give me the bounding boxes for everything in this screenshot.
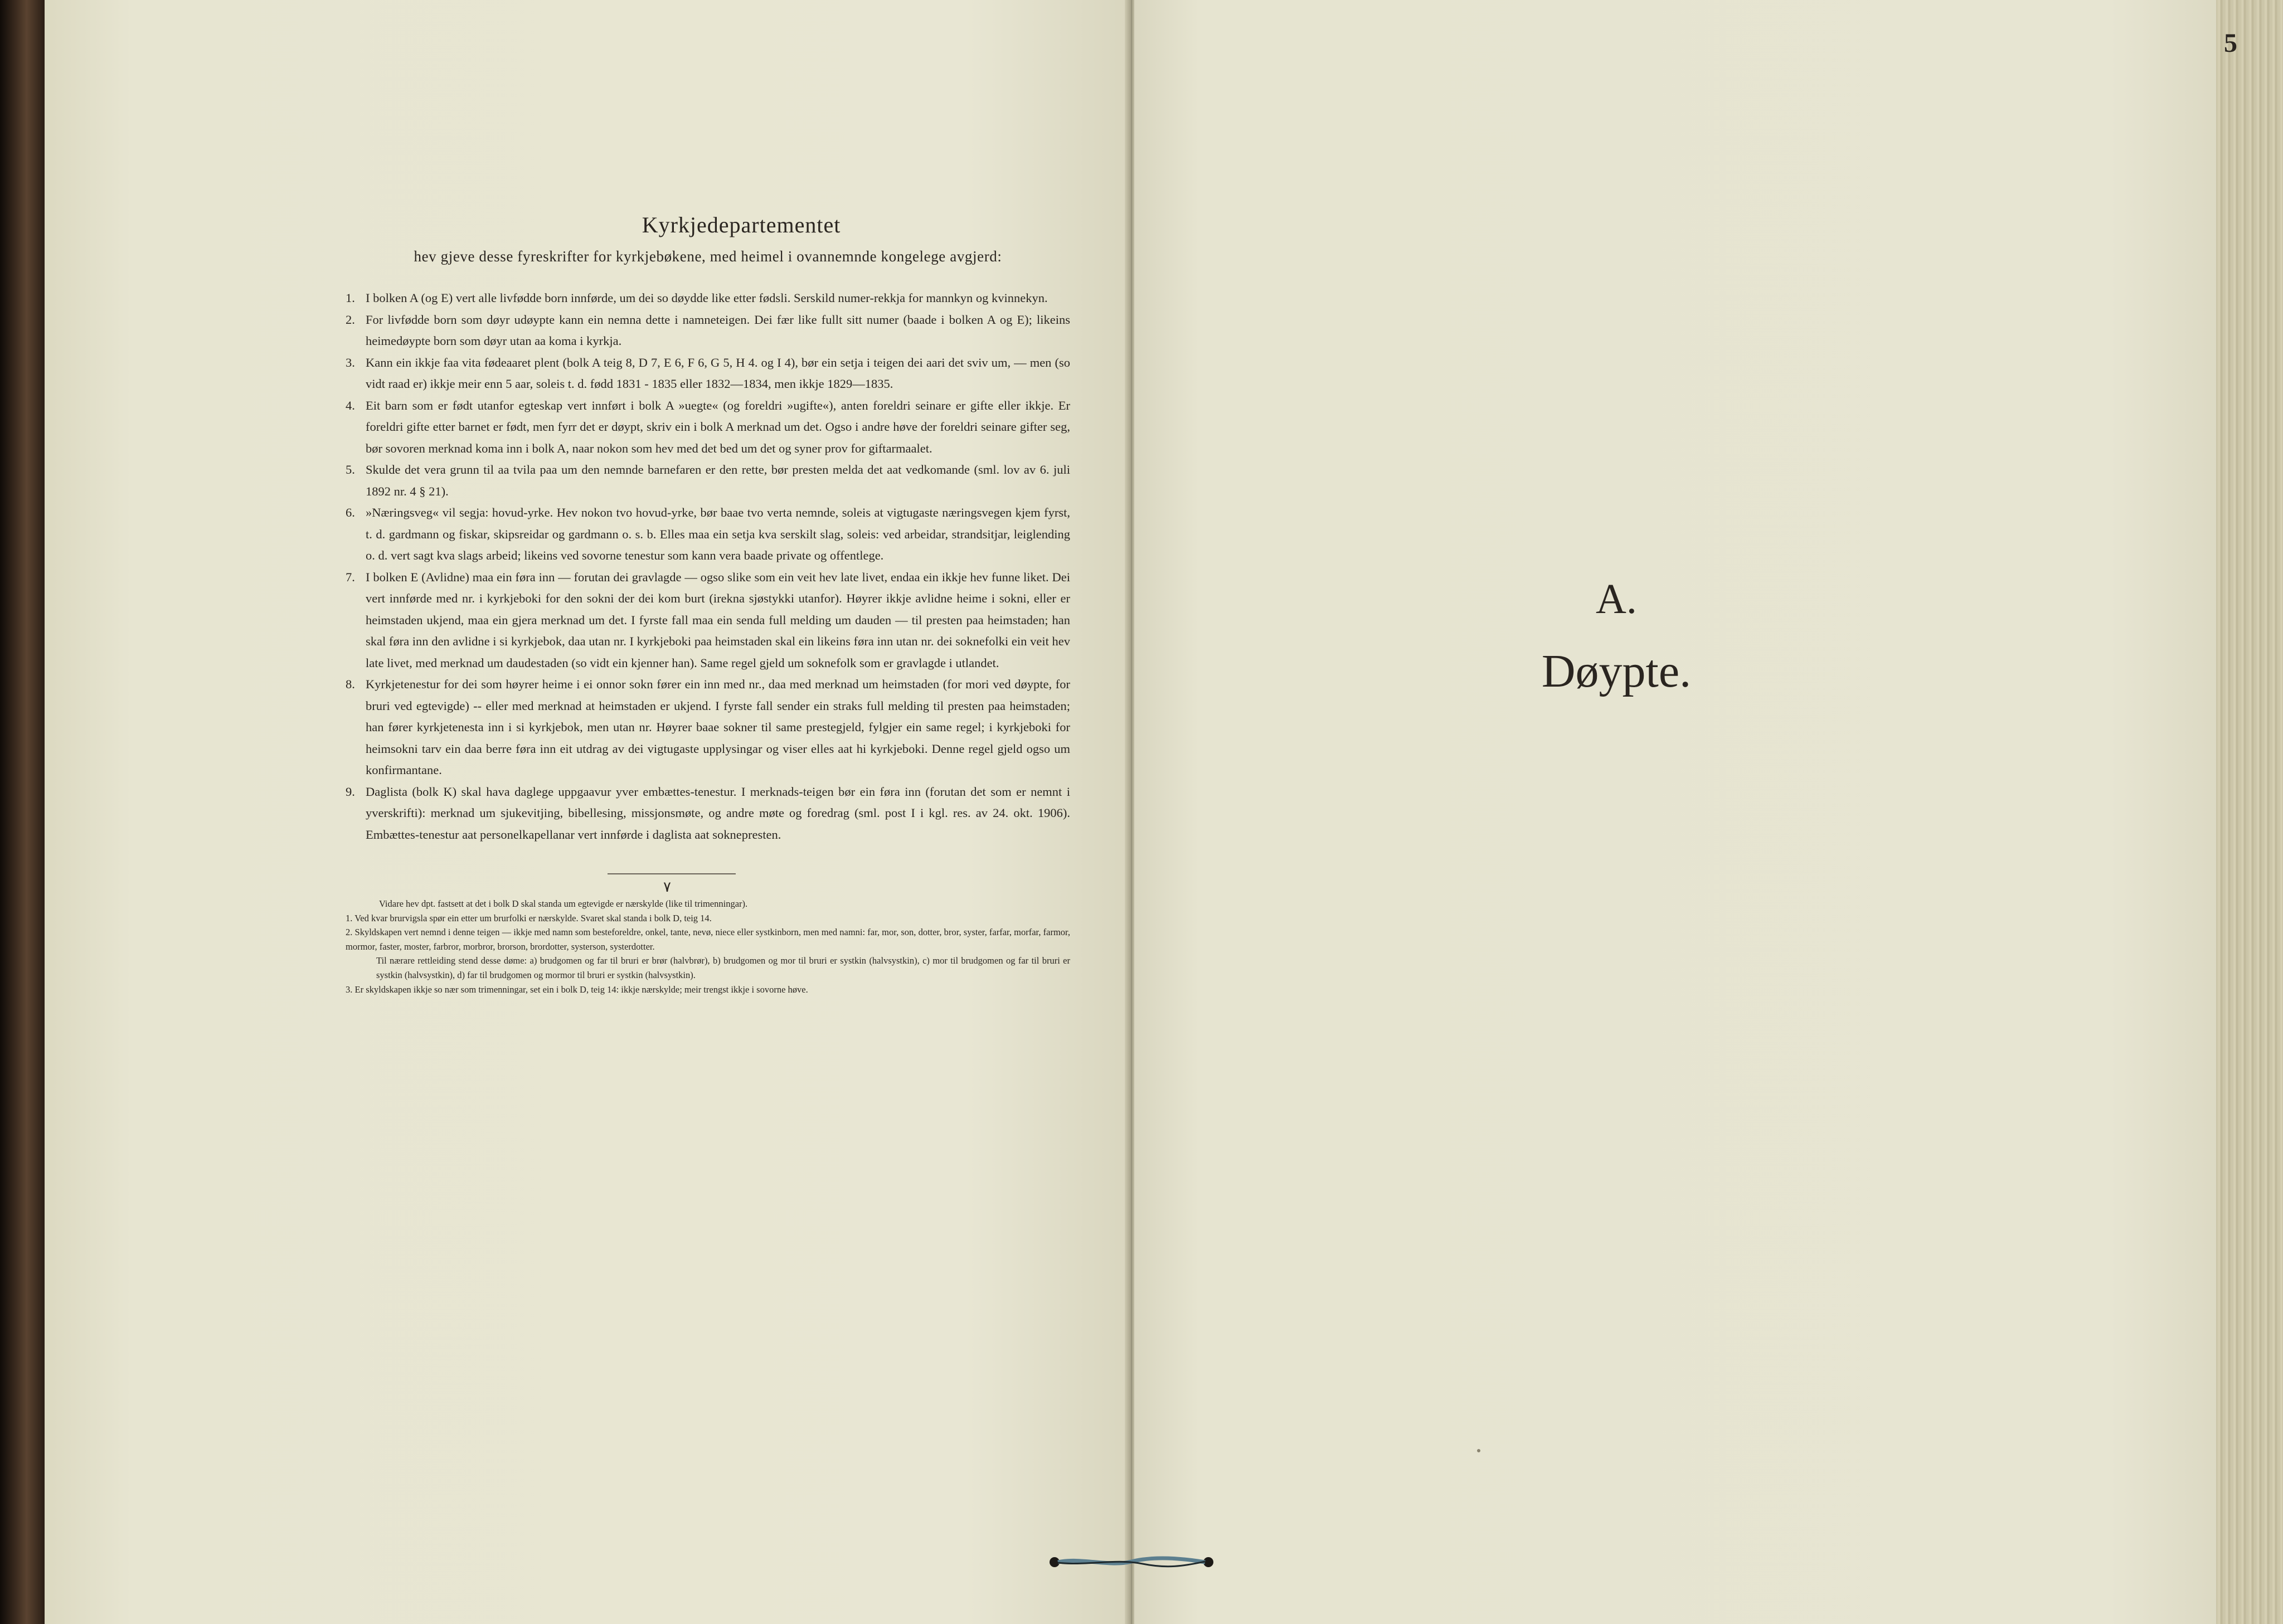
page-subheading: hev gjeve desse fyreskrifter for kyrkjebøkene, med heimel i ovannemnde kongelege avgjerd: [414, 248, 1002, 265]
rule-item [346, 288, 1070, 309]
rule-text: Skulde det vera grunn til aa tvila paa um den nemnde barnefaren er den rette, bør presten melda det aat vedkomande (sml. lov av 6. juli 1892 nr. 4 § 21). [366, 463, 1070, 498]
rule-text: »Næringsveg« vil segja: hovud-yrke. Hev nokon tvo hovud-yrke, bør baae tvo verta nemnde, soleis at vigtugaste næringsvegen kjem fyrst, t. d. gardmann og fiskar, skipsreidar og gardmann o. s. b. Elles maa ein setja kva serskilt slag, soleis: ved arbeidar, strandsitjar, leiglending o. d. vert sagt kva slags arbeid; likeins ved sovorne tenestur som kann vera baade private og offentlege. [366, 505, 1070, 562]
page-heading: Kyrkjedepartementet [642, 212, 841, 237]
footnote-item: 2. Skyldskapen vert nemnd i denne teigen — ikkje med namn som besteforeldre, onkel, tante, nevø, niece eller systkinborn, men med namni: far, mor, son, dotter, bror, syster, farfar, morfar, farmor, mormor, faster, moster, farbror, morbror, brorson, brordotter, systerson, systerdotter. [346, 927, 1070, 952]
rule-text: Kyrkjetenestur for dei som høyrer heime i ei onnor sokn fører ein inn med nr., daa med merknad um heimstaden (for mori ved døypte, for bruri ved egtevigde) -- eller med merknad at heimstaden er ukjend. I fyrste fall sender ein straks full melding til presten paa heimstaden; han fører kyrkjetenesta inn i si kyrkjebok, men utan nr. Høyrer baae sokner til same prestegjeld, fylgjer ein same regel; i kyrkjeboki for heimsokni tarv ein daa berre føra inn eit utdrag av dei vigtugaste upplysingar og viser elles aat hi kyrkjeboki. Denne regel gjeld ogso um konfirmantane. [366, 677, 1070, 777]
rule-item [346, 352, 1070, 395]
divider-ornament: ٧ [663, 879, 671, 895]
footnote-intro: Vidare hev dpt. fastsett at det i bolk D skal standa um egtevigde er nærskylde (like til trimenningar). [379, 898, 748, 909]
rule-text: I bolken E (Avlidne) maa ein føra inn — forutan dei gravlagde — ogso slike som ein veit hev late livet, endaa ein ikkje hev funne liket. Dei vert innførde med nr. i kyrkjeboki for den sokni der dei kom burt (irekna sjøstykki utanfor). Høyrer ikkje avlidne heime i sokni, eller er heimstaden ukjend, maa ein gjera merknad um det. I fyrste fall maa ein senda full melding um dauden — til presten paa heimstaden; han skal føra inn den avlidne i si kyrkjebok, daa utan nr. I kyrkjeboki paa heimstaden skal ein likeins føra inn utan nr. dei soknefolki ein veit hev late livet, med merknad um daudestaden (so vidt ein kjenner han). Same regel gjeld um soknefolk som er gravlagde i utlandet. [366, 570, 1070, 670]
book-binding-edge [0, 0, 45, 1624]
section-title-block [1471, 574, 1761, 702]
rule-number: 1. [346, 291, 355, 305]
paper-speck [1477, 1449, 1480, 1452]
rule-text: Eit barn som er født utanfor egteskap vert innført i bolk A »uegte« (og foreldri »ugifte«), anten foreldri seinare er gifte eller ikkje. Er foreldri gifte etter barnet er født, men fyrr det er døypt, skriv ein i bolk A merknad um det. Ogso i andre høve der foreldri seinare gifter seg, bør sovoren merknad koma inn i bolk A, naar nokon som hev med det bed um det og syner prov for giftarmaalet. [366, 398, 1070, 455]
rule-item [346, 459, 1070, 502]
footnote-item: 1. Ved kvar brurvigsla spør ein etter um brurfolki er nærskylde. Svaret skal standa i bolk D, teig 14. [346, 912, 712, 923]
rule-text: I bolken A (og E) vert alle livfødde born innførde, um dei so døydde like etter fødsli. Serskild numer-rekkja for mannkyn og kvinnekyn. [366, 291, 1048, 305]
binding-thread-icon [1048, 1555, 1215, 1569]
section-letter: A. [1596, 576, 1637, 623]
rule-number: 9. [346, 784, 355, 799]
rule-text: Daglista (bolk K) skal hava daglege uppgaavur yver embættes-tenestur. I merknads-teigen bør ein føra inn (forutan det som er nemnt i yverskrifti): merknad um sjukevitjing, bibellesing, missjonsmøte, og andre møte og foredrag (sml. post I i kgl. res. av 24. okt. 1906). Embættes-tenestur aat personelkapellanar vert innførde i daglista aat soknepresten. [366, 784, 1070, 842]
rule-number: 4. [346, 398, 355, 412]
page-edges [2216, 0, 2283, 1624]
rule-item [346, 395, 1070, 460]
page-number: 5 [2224, 28, 2237, 58]
right-page [1134, 0, 2218, 1624]
section-divider [608, 873, 736, 874]
rule-item [346, 781, 1070, 846]
footnote-item: 3. Er skyldskapen ikkje so nær som trimenningar, set ein i bolk D, teig 14: ikkje nærskylde; meir trengst ikkje i sovorne høve. [346, 984, 808, 995]
rule-text: Kann ein ikkje faa vita fødeaaret plent (bolk A teig 8, D 7, E 6, F 6, G 5, H 4. og I 4), bør ein setja i teigen dei aari det sviv um, — men (so vidt raad er) ikkje meir enn 5 aar, soleis t. d. fødd 1831 - 1835 eller 1832—1834, men ikkje 1829—1835. [366, 355, 1070, 391]
rule-text: For livfødde born som døyr udøypte kann ein nemna dette i namneteigen. Dei fær like fullt sitt numer (baade i bolken A og E); likeins heimedøypte born som døyr utan aa koma i kyrkja. [366, 312, 1070, 348]
footnotes-block [346, 897, 1070, 996]
rule-item [346, 567, 1070, 674]
rule-number: 7. [346, 570, 355, 584]
footnote-examples: Til nærare rettleiding stend desse døme: a) brudgomen og far til bruri er brør (halvbrør), b) brudgomen og mor til bruri er systkin (halvsystkin), c) mor til brudgomen og far til bruri er systkin (halvsystkin), d) far til brudgomen og mormor til bruri er systkin (halvsystkin). [376, 955, 1070, 980]
rule-number: 2. [346, 312, 355, 327]
left-page [45, 0, 1129, 1624]
rule-number: 6. [346, 505, 355, 519]
rules-list [346, 288, 1070, 845]
rule-number: 8. [346, 677, 355, 691]
rule-number: 3. [346, 355, 355, 369]
rule-item [346, 502, 1070, 567]
rule-number: 5. [346, 463, 355, 476]
rule-item [346, 674, 1070, 781]
rule-item [346, 309, 1070, 352]
section-title: Døypte. [1541, 645, 1692, 697]
instructions-block [346, 212, 1070, 996]
